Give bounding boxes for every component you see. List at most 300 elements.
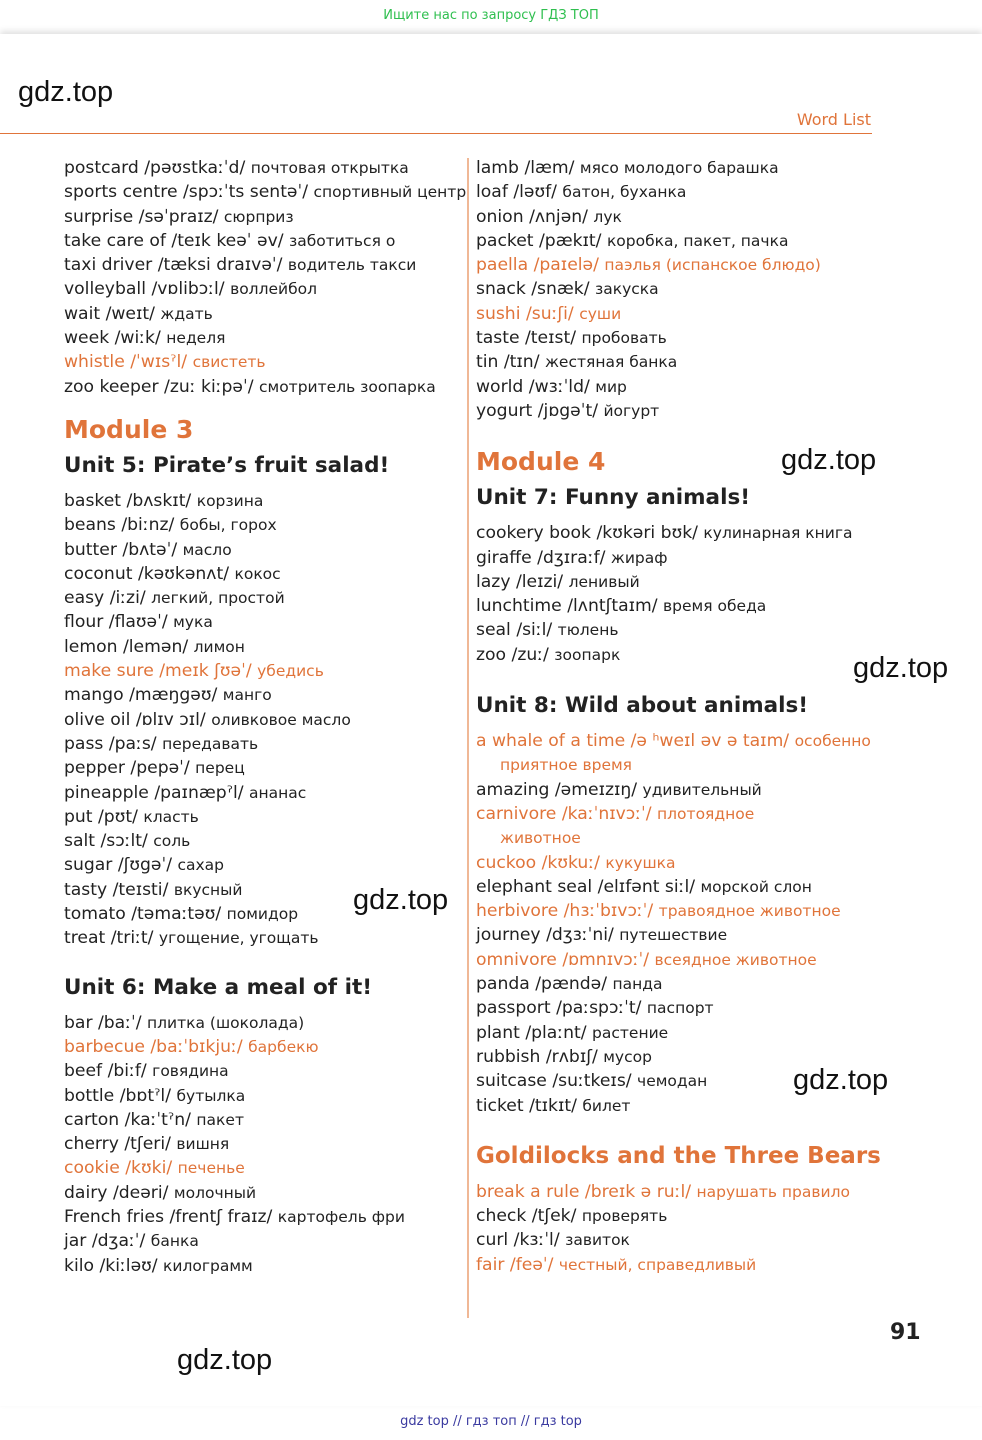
entry-word: carton [64,1109,120,1130]
watermark: gdz.top [793,1064,889,1096]
entry-translation: помидор [226,905,299,924]
word-entry [64,756,459,780]
entry-translation: мир [595,377,627,396]
entry-translation: завиток [565,1231,630,1250]
entry-translation: килограмм [163,1256,253,1275]
word-entry [476,851,976,875]
entry-word: yogurt [476,400,533,421]
word-entry [64,350,459,374]
watermark: gdz.top [18,76,114,108]
entry-transcription: /snæk/ [531,279,590,300]
word-entry [476,253,976,277]
entry-transcription: /deəri/ [112,1182,169,1203]
entry-transcription: /bʌtəˈ/ [122,539,178,560]
entry-word: a whale of a time [476,731,626,752]
word-entry [476,277,976,301]
entry-translation: смотритель зоопарка [258,377,436,396]
entry-translation: жираф [610,548,668,567]
word-entry [476,899,976,923]
entry-word: tomato [64,904,126,925]
entry-word: salt [64,831,96,852]
entry-translation: чемодан [637,1072,708,1091]
word-entry [64,180,467,204]
word-entry [476,729,976,778]
entry-translation: паспорт [646,999,714,1018]
entry-transcription: /kʊki/ [125,1158,173,1179]
entry-transcription: /pʊt/ [98,806,138,827]
entry-translation: растение [592,1023,669,1042]
word-entry [476,1180,976,1204]
word-entry [476,521,976,545]
entry-transcription: /rʌbɪʃ/ [545,1046,598,1067]
unit-heading: Unit 7: Funny animals! [476,485,751,511]
entry-word: check [476,1206,527,1227]
entry-transcription: /bʌskɪt/ [126,490,192,511]
entry-word: basket [64,490,122,511]
word-entry [64,829,459,853]
entry-translation: кокос [234,564,281,583]
entry-transcription: /dʒaːˈ/ [91,1231,146,1252]
entry-translation: сюрприз [223,207,294,226]
word-entry [64,277,459,301]
entry-word: herbivore [476,901,559,922]
word-entry [64,1011,459,1035]
word-entry [64,805,459,829]
entry-translation: жестяная банка [544,353,678,372]
entry-word: giraffe [476,547,532,568]
entry-transcription: /suːʃi/ [525,303,574,324]
entry-word: packet [476,230,534,251]
entry-translation: травоядное животное [658,902,841,921]
word-entry [64,1059,459,1083]
textbook-page [0,34,982,1406]
entry-word: take care of [64,230,166,251]
entry-transcription: /sɔːlt/ [100,831,148,852]
entry-translation: тюлень [557,621,619,640]
entry-translation: картофель фри [277,1207,405,1226]
bottom-bar: gdz top // гдз топ // гдз top [400,1414,582,1429]
entry-transcription: /kʊkəri bʊk/ [596,523,698,544]
word-entry [64,1181,459,1205]
entry-translation: вишня [176,1135,230,1154]
entry-translation: оливковое масло [211,710,351,729]
entry-word: ticket [476,1095,524,1116]
entry-transcription: /læm/ [524,158,575,178]
entry-word: cookery book [476,523,591,544]
entry-word: French fries [64,1206,165,1227]
entry-translation: почтовая открытка [250,159,409,177]
entry-word: elephant seal [476,876,593,897]
entry-word: cherry [64,1134,119,1155]
entry-transcription: /mæŋgəʊ/ [129,685,218,706]
entry-word: put [64,806,93,827]
entry-translation: плитка (шоколада) [147,1013,305,1032]
entry-transcription: /vɒlibɔːl/ [151,279,225,300]
word-entry [64,683,459,707]
entry-transcription: /paːspɔːˈt/ [556,998,642,1019]
word-entry [476,350,976,374]
entry-transcription: /teɪst/ [525,328,576,349]
word-entry [476,1228,976,1252]
entry-translation: барбекю [248,1037,319,1056]
entry-word: amazing [476,779,550,800]
entry-word: postcard [64,158,139,178]
entry-word: seal [476,620,511,641]
entry-word: kilo [64,1255,95,1276]
entry-word: tin [476,352,499,373]
entry-transcription: /teɪsti/ [112,879,169,900]
entry-transcription: /baːˈ/ [97,1012,142,1033]
word-entry [64,926,459,950]
watermark: gdz.top [177,1344,273,1376]
word-entry [476,375,976,399]
entry-transcription: /kaːˈtˀn/ [124,1109,191,1130]
word-entry [64,1229,459,1253]
entry-word: lunchtime [476,596,562,617]
entry-transcription: /əmeɪzɪŋ/ [554,779,638,800]
entry-transcription: /iːzi/ [109,588,146,609]
entry-word: easy [64,588,105,609]
entry-word: paella [476,255,529,276]
entry-transcription: /flaʊəˈ/ [108,612,168,633]
entry-word: surprise [64,206,134,227]
entry-transcription: /tɪn/ [503,352,540,373]
word-entry [64,635,459,659]
entry-transcription: /breɪk ə ruːl/ [584,1181,692,1202]
entry-word: taxi driver [64,255,153,276]
word-entry [476,399,976,423]
word-entry [64,659,459,683]
entry-translation: говядина [152,1062,229,1081]
entry-translation: перец [195,759,245,778]
entry-word: bar [64,1012,93,1033]
entry-transcription: /wɜːˈld/ [528,376,590,397]
story-heading: Goldilocks and the Three Bears [476,1142,881,1169]
entry-translation: проверять [581,1207,668,1226]
section-title: Word List [796,110,871,129]
word-entry [64,229,459,253]
entry-translation: ленивый [568,572,640,591]
entry-word: break a rule [476,1181,580,1202]
entry-transcription: /leɪzi/ [515,571,564,592]
module-heading: Module 3 [64,414,194,444]
word-entry [64,1035,459,1059]
entry-word: snack [476,279,526,300]
entry-transcription: /feəˈ/ [509,1254,554,1275]
entry-transcription: /tʃeri/ [124,1134,171,1155]
entry-transcription: /ɒmnɪvɔːˈ/ [562,949,650,970]
entry-transcription: /plaːnt/ [525,1022,587,1043]
word-entry [476,180,976,204]
entry-transcription: /weɪt/ [105,303,155,324]
entry-transcription: /ləʊf/ [513,182,557,203]
entry-word: carnivore [476,803,557,824]
entry-translation: коробка, пакет, пачка [606,231,789,250]
entry-translation: йогурт [603,401,660,420]
entry-word: plant [476,1022,520,1043]
entry-word: pepper [64,758,125,779]
entry-translation: мясо молодого барашка [579,159,779,177]
entry-translation-continued: приятное время [500,756,633,775]
entry-transcription: /frentʃ fraɪz/ [169,1206,273,1227]
entry-translation: лук [593,207,622,226]
entry-word: barbecue [64,1036,145,1057]
watermark: gdz.top [353,884,449,916]
word-entry [64,253,459,277]
entry-list [64,156,467,399]
left-column [64,156,467,1278]
word-entry [476,923,976,947]
word-entry [64,538,459,562]
entry-transcription: /bɒtˀl/ [119,1085,172,1106]
entry-translation: мука [173,613,213,632]
entry-word: bottle [64,1085,115,1106]
word-entry [476,875,976,899]
entry-word: panda [476,974,530,995]
entry-transcription: /ɒlɪv ɔɪl/ [135,709,206,730]
entry-translation: бобы, горох [179,516,277,535]
entry-word: tasty [64,879,108,900]
word-entry [476,326,976,350]
entry-transcription: /kiːləʊ/ [99,1255,158,1276]
entry-transcription: /dʒɪraːf/ [537,547,606,568]
word-entry [476,156,976,180]
entry-word: beans [64,515,116,536]
entry-transcription: /kɜːˈl/ [513,1230,560,1251]
module-heading: Module 4 [476,447,606,477]
entry-translation: соль [153,832,191,851]
entry-transcription: /tʃek/ [531,1206,577,1227]
entry-transcription: /spɔːˈts sentəˈ/ [183,182,309,203]
entry-translation: морской слон [700,877,812,896]
entry-word: pineapple [64,782,149,803]
entry-translation: печенье [177,1159,245,1178]
entry-translation: честный, справедливый [558,1255,757,1274]
entry-word: coconut [64,563,133,584]
word-entry [476,205,976,229]
entry-word: make sure [64,661,154,682]
word-entry [64,156,459,180]
entry-transcription: /ʃʊgəˈ/ [117,855,173,876]
entry-word: onion [476,206,524,227]
word-entry [64,1132,459,1156]
word-entry [64,562,459,586]
entry-transcription: /ʌnjən/ [529,206,588,227]
entry-word: lamb [476,158,519,178]
entry-translation: масло [182,540,232,559]
entry-word: suitcase [476,1071,547,1092]
entry-translation: вкусный [173,880,243,899]
word-entry [64,1108,459,1132]
entry-transcription: /meɪk ʃʊəˈ/ [159,661,252,682]
entry-transcription: /biːf/ [107,1061,147,1082]
unit-heading: Unit 5: Pirate’s fruit salad! [64,452,390,478]
entry-word: zoo keeper [64,376,159,397]
entry-translation: убедись [257,662,324,681]
entry-translation: путешествие [619,926,728,945]
entry-list [64,1011,459,1278]
entry-translation: кулинарная книга [703,524,853,543]
entry-transcription: /kʊkuː/ [541,852,600,873]
entry-translation: водитель такси [287,256,417,275]
entry-word: sushi [476,303,521,324]
entry-translation: билет [582,1096,631,1115]
word-entry [476,1045,976,1069]
page-number: 91 [890,1320,921,1345]
word-entry [476,972,976,996]
entry-translation: молочный [173,1183,257,1202]
watermark: gdz.top [781,444,877,476]
entry-translation: батон, буханка [562,183,687,202]
entry-word: week [64,328,110,349]
unit-heading: Unit 6: Make a meal of it! [64,974,373,1000]
entry-translation: закуска [595,280,659,299]
entry-translation: ананас [249,783,307,802]
entry-word: dairy [64,1182,108,1203]
word-entry [476,594,976,618]
watermark: gdz.top [853,652,949,684]
word-entry [64,302,459,326]
entry-transcription: /tɪkɪt/ [529,1095,577,1116]
entry-word: loaf [476,182,508,203]
word-entry [64,326,459,350]
entry-translation: мусор [603,1047,652,1066]
word-entry [476,302,976,326]
word-entry [64,1205,459,1229]
entry-transcription: /suːtkeɪs/ [552,1071,632,1092]
entry-word: flour [64,612,104,633]
entry-translation: корзина [196,491,264,510]
entry-translation: легкий, простой [151,589,285,608]
entry-translation: манго [222,686,272,705]
word-entry [476,570,976,594]
entry-word: wait [64,303,101,324]
entry-translation: ждать [160,304,213,323]
entry-translation: банка [150,1232,199,1251]
entry-translation: сахар [177,856,225,875]
entry-transcription: /pændə/ [535,974,607,995]
entry-translation: особенно [794,732,871,751]
entry-translation: паэлья (испанское блюдо) [604,256,821,275]
entry-transcription: /tæksi draɪvəˈ/ [157,255,283,276]
word-entry [64,708,459,732]
word-entry [64,1156,459,1180]
word-entry [64,375,459,399]
entry-transcription: /təmaːtəʊ/ [131,904,222,925]
entry-transcription: /lʌntʃtaɪm/ [567,596,658,617]
entry-translation: класть [143,807,199,826]
entry-word: omnivore [476,949,557,970]
entry-word: beef [64,1061,103,1082]
entry-list [476,729,976,1118]
entry-word: lemon [64,636,118,657]
entry-word: cookie [64,1158,120,1179]
entry-transcription: /teɪk keəˈ əv/ [171,230,284,251]
entry-word: treat [64,928,106,949]
entry-translation: передавать [162,734,259,753]
entry-translation-continued: животное [500,829,581,848]
entry-transcription: /wiːk/ [114,328,161,349]
unit-heading: Unit 8: Wild about animals! [476,693,809,719]
entry-translation: заботиться о [289,231,396,250]
word-entry [64,1084,459,1108]
entry-translation: зоопарк [554,645,621,664]
word-entry [64,610,459,634]
entry-translation: нарушать правило [696,1182,850,1201]
entry-transcription: /baːˈbɪkjuː/ [150,1036,243,1057]
entry-transcription: /paɪelə/ [533,255,599,276]
entry-transcription: /paɪnæpˀl/ [154,782,244,803]
entry-translation: всеядное животное [654,950,817,969]
word-entry [64,205,459,229]
entry-transcription: /paːs/ [108,733,157,754]
word-entry [476,229,976,253]
top-banner: Ищите нас по запросу ГДЗ ТОП [383,8,599,23]
entry-translation: угощение, угощать [158,929,319,948]
entry-translation: лимон [193,637,245,656]
entry-transcription: /elɪfənt siːl/ [597,876,696,897]
entry-transcription: /pəʊstkaːˈd/ [144,158,246,178]
entry-word: whistle [64,352,125,373]
entry-translation: панда [612,975,663,994]
entry-word: passport [476,998,551,1019]
entry-word: rubbish [476,1046,541,1067]
entry-transcription: /pepəˈ/ [130,758,190,779]
entry-translation: суши [579,304,622,323]
entry-transcription: /pækɪt/ [539,230,602,251]
entry-word: olive oil [64,709,131,730]
word-entry [476,802,976,851]
entry-translation: воллейбол [230,280,318,299]
column-divider [467,158,469,1318]
entry-word: jar [64,1231,87,1252]
entry-transcription: /zuː/ [511,644,549,665]
entry-translation: плотоядное [657,804,755,823]
entry-transcription: /jɒgəˈt/ [537,400,598,421]
entry-list [476,1180,976,1277]
entry-translation: кукушка [605,853,676,872]
entry-transcription: /kəʊkənʌt/ [137,563,229,584]
word-entry [64,1254,459,1278]
entry-word: taste [476,328,520,349]
entry-translation: бутылка [176,1086,246,1105]
entry-translation: свистеть [192,353,266,372]
entry-word: world [476,376,524,397]
entry-transcription: /ə ʰweɪl əv ə taɪm/ [630,731,790,752]
entry-word: butter [64,539,117,560]
entry-transcription: /hɜːˈbɪvɔːˈ/ [563,901,654,922]
entry-list [476,521,976,667]
entry-transcription: /lemən/ [122,636,189,657]
entry-word: pass [64,733,104,754]
word-entry [64,513,459,537]
entry-word: sugar [64,855,113,876]
entry-word: journey [476,925,541,946]
entry-transcription: /səˈpraɪz/ [138,206,219,227]
entry-translation: неделя [166,329,226,348]
word-entry [64,489,459,513]
word-entry [476,948,976,972]
entry-word: lazy [476,571,511,592]
word-entry [476,1204,976,1228]
word-entry [64,586,459,610]
entry-transcription: /kaːˈnɪvɔːˈ/ [561,803,652,824]
entry-transcription: /biːnz/ [121,515,175,536]
entry-translation: пакет [196,1110,244,1129]
word-entry [64,853,459,877]
entry-transcription: /dʒɜːˈni/ [546,925,614,946]
word-entry [476,1069,976,1093]
